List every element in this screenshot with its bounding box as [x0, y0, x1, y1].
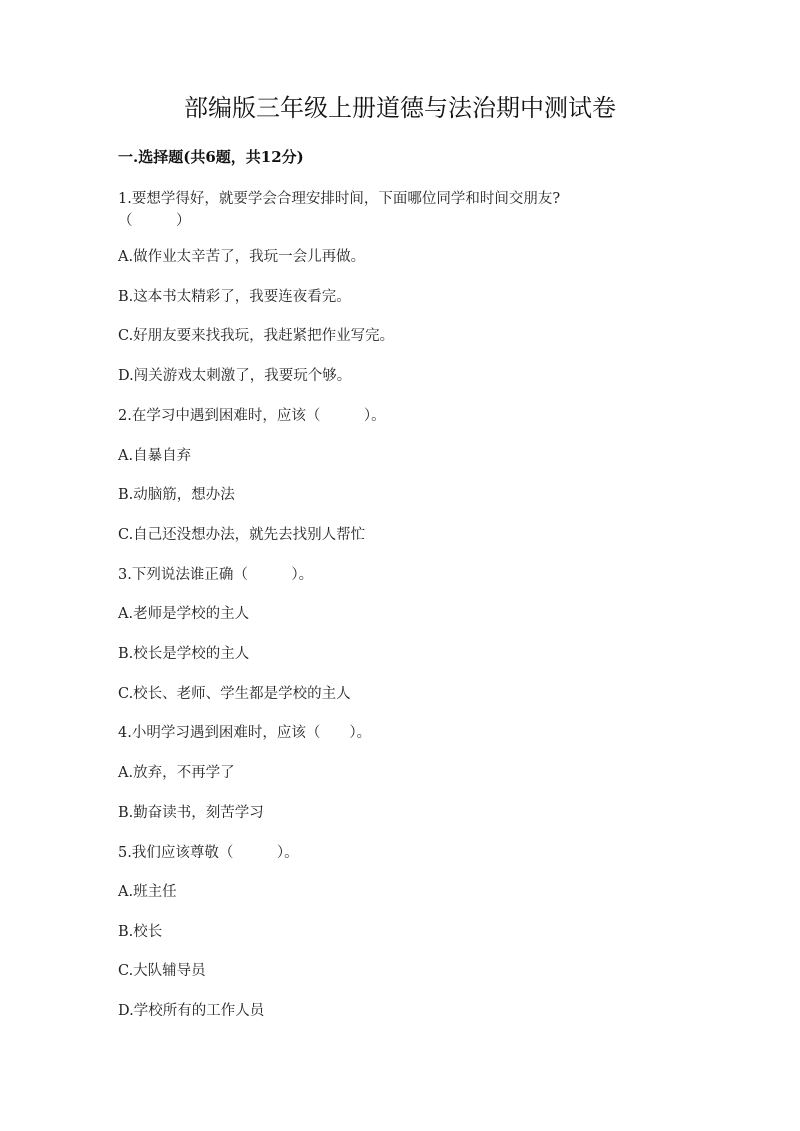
question-2-option-b: B.动脑筋，想办法	[118, 487, 235, 503]
question-2-stem: 2.在学习中遇到困难时，应该（ ）。	[118, 408, 386, 424]
question-1-answer-blank: （ ）	[118, 213, 191, 229]
question-3-option-c: C.校长、老师、学生都是学校的主人	[118, 686, 351, 702]
page-title: 部编版三年级上册道德与法治期中测试卷	[184, 94, 616, 122]
question-1-option-d: D.闯关游戏太刺激了，我要玩个够。	[118, 368, 352, 384]
question-5-option-b: B.校长	[118, 924, 163, 940]
question-1-stem: 1.要想学得好，就要学会合理安排时间，下面哪位同学和时间交朋友?	[118, 191, 561, 207]
question-5-option-a: A.班主任	[118, 884, 177, 900]
question-3-option-a: A.老师是学校的主人	[118, 606, 250, 622]
question-5-stem: 5.我们应该尊敬（ ）。	[118, 845, 299, 861]
question-3-stem: 3.下列说法谁正确（ ）。	[118, 567, 314, 583]
question-5-option-d: D.学校所有的工作人员	[118, 1003, 265, 1019]
question-4-option-b: B.勤奋读书，刻苦学习	[118, 805, 264, 821]
question-1-option-c: C.好朋友要来找我玩，我赶紧把作业写完。	[118, 328, 395, 344]
question-1-option-a: A.做作业太辛苦了，我玩一会儿再做。	[118, 249, 366, 265]
question-5-option-c: C.大队辅导员	[118, 963, 206, 979]
question-1-option-b: B.这本书太精彩了，我要连夜看完。	[118, 289, 351, 305]
question-2-option-a: A.自暴自弃	[118, 448, 192, 464]
question-2-option-c: C.自己还没想办法，就先去找别人帮忙	[118, 527, 366, 543]
question-3-option-b: B.校长是学校的主人	[118, 646, 250, 662]
section-heading: 一.选择题(共6题，共12分)	[118, 148, 304, 166]
question-4-option-a: A.放弃，不再学了	[118, 765, 235, 781]
question-4-stem: 4.小明学习遇到困难时，应该（ ）。	[118, 725, 372, 741]
